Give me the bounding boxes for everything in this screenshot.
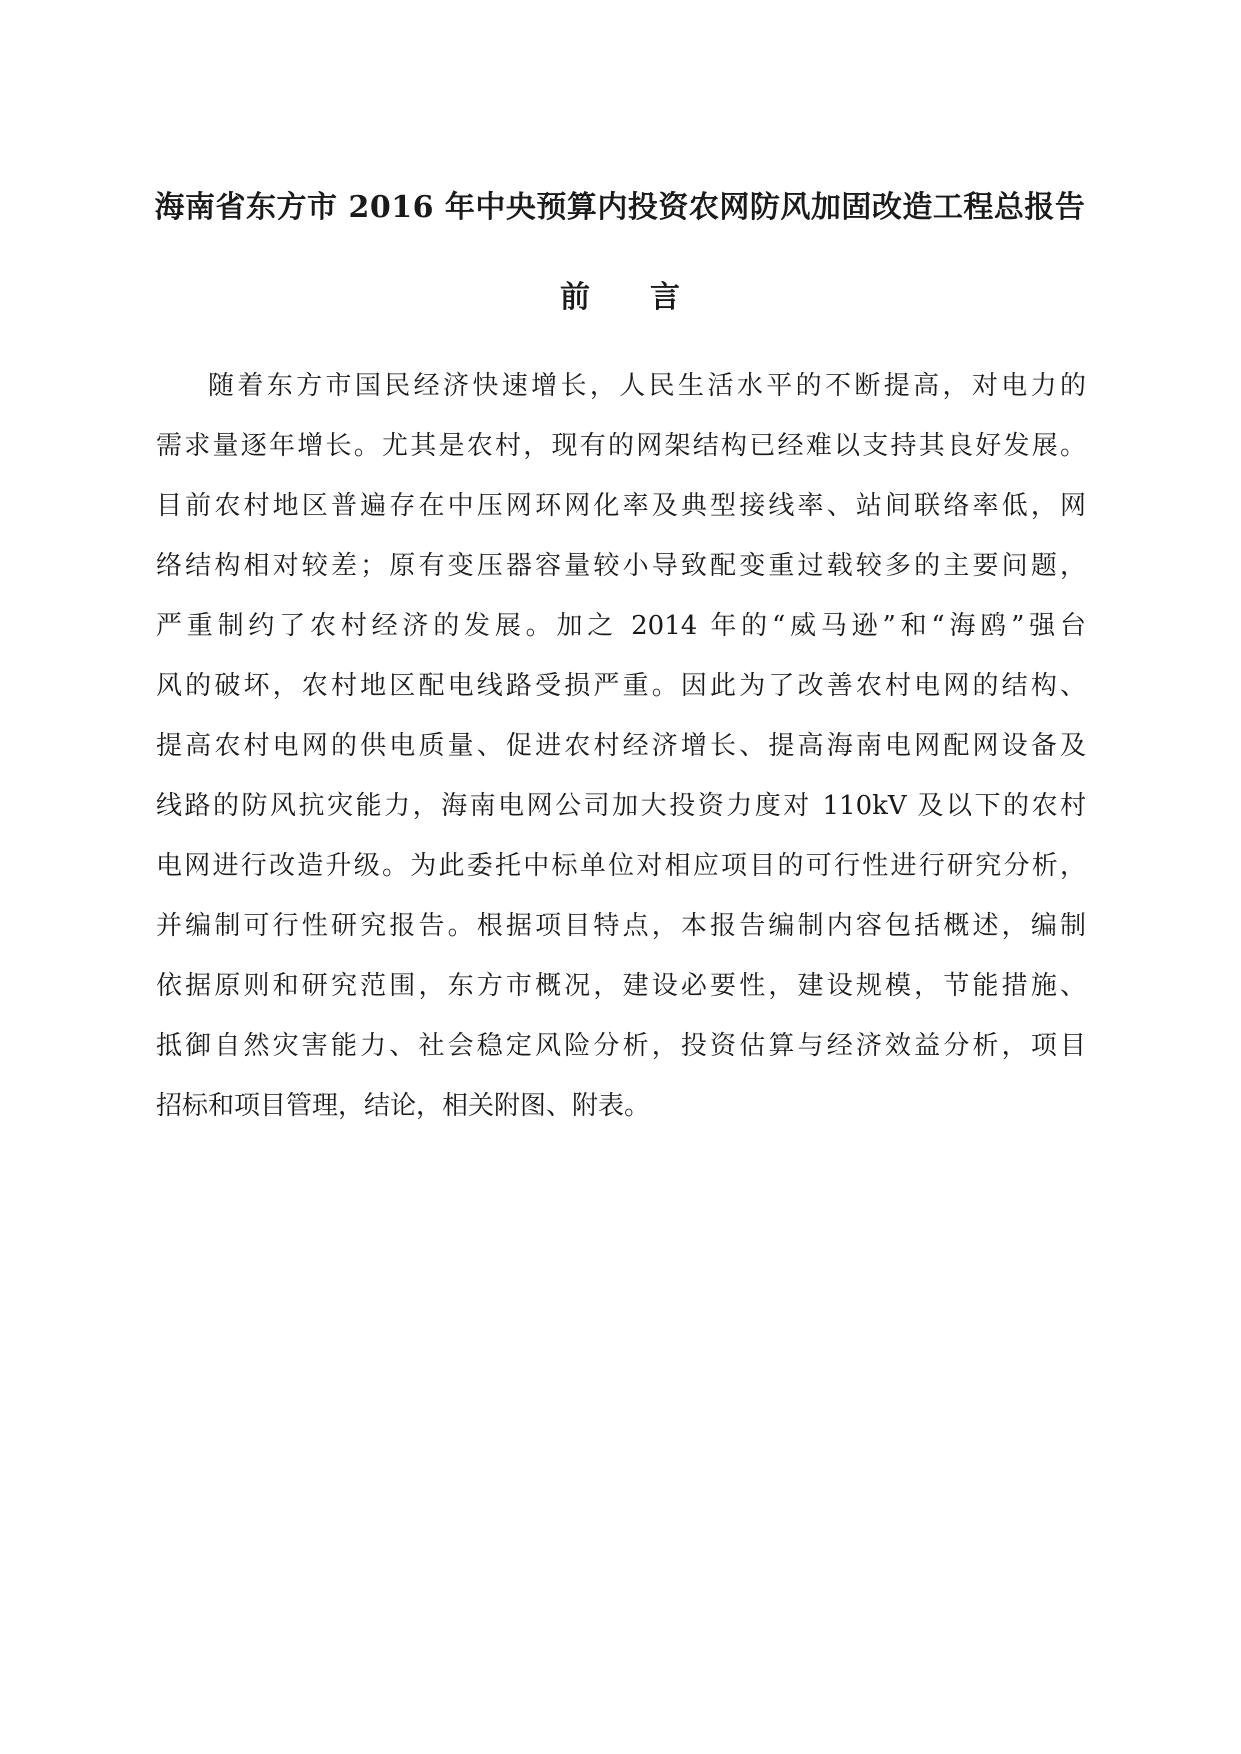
paragraph-line: 提高农村电网的供电质量、促进农村经济增长、提高海南电网配网设备及 — [156, 731, 1086, 761]
paragraph-line: 并编制可行性研究报告。根据项目特点，本报告编制内容包括概述，编制 — [156, 911, 1086, 941]
paragraph-line: 目前农村地区普遍存在中压网环网化率及典型接线率、站间联络率低，网 — [156, 491, 1086, 521]
paragraph-line: 依据原则和研究范围，东方市概况，建设必要性，建设规模，节能措施、 — [156, 971, 1086, 1001]
document-title: 海南省东方市 2016 年中央预算内投资农网防风加固改造工程总报告 — [154, 190, 1086, 225]
paragraph-line: 线路的防风抗灾能力，海南电网公司加大投资力度对 110kV 及以下的农村 — [156, 791, 1086, 821]
section-heading-char-2: 言 — [650, 280, 680, 315]
preface-paragraph — [156, 356, 1086, 1136]
paragraph-line: 电网进行改造升级。为此委托中标单位对相应项目的可行性进行研究分析， — [156, 851, 1086, 881]
paragraph-line: 抵御自然灾害能力、社会稳定风险分析，投资估算与经济效益分析，项目 — [156, 1031, 1086, 1061]
paragraph-line: 严重制约了农村经济的发展。加之 2014 年的“威马逊”和“海鸥”强台 — [156, 611, 1086, 641]
section-heading-preface — [150, 276, 1090, 320]
paragraph-line: 需求量逐年增长。尤其是农村，现有的网架结构已经难以支持其良好发展。 — [156, 431, 1086, 461]
paragraph-line: 招标和项目管理，结论，相关附图、附表。 — [156, 1091, 651, 1121]
section-heading-char-1: 前 — [560, 280, 590, 315]
paragraph-line: 风的破坏，农村地区配电线路受损严重。因此为了改善农村电网的结构、 — [156, 671, 1086, 701]
paragraph-line: 络结构相对较差；原有变压器容量较小导致配变重过载较多的主要问题， — [156, 551, 1086, 581]
paragraph-line: 随着东方市国民经济快速增长，人民生活水平的不断提高，对电力的 — [208, 371, 1086, 401]
